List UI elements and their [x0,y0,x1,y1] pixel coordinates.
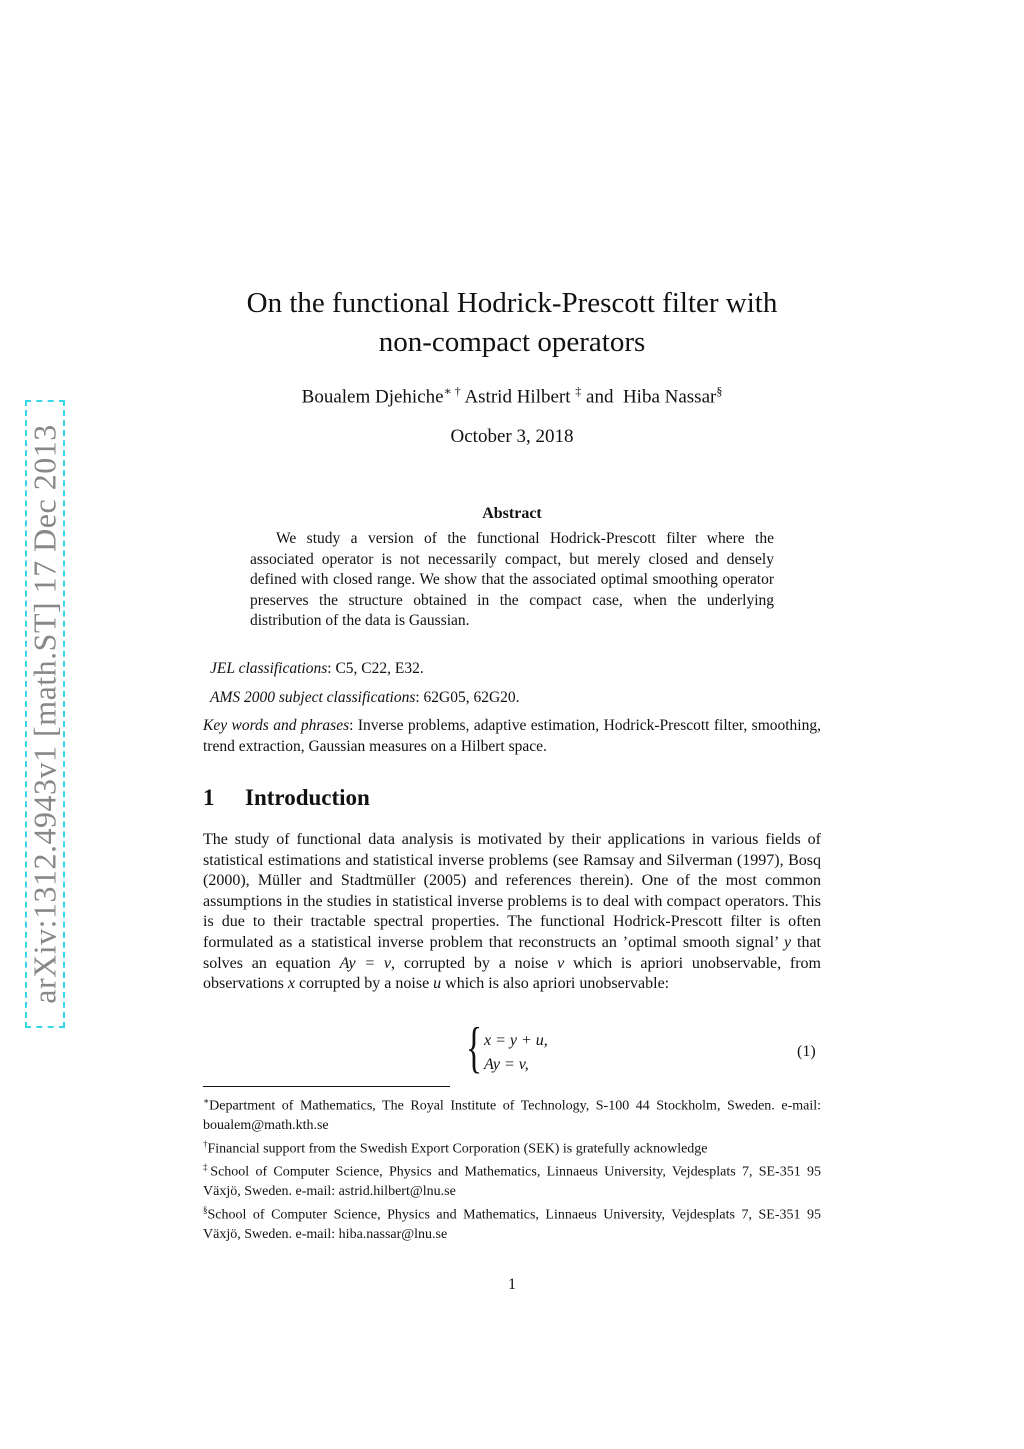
introduction-paragraph [203,830,821,995]
footnotes [203,1092,821,1244]
intro-var-u: u [433,975,442,993]
intro-text-6: which is also apriori unobservable: [441,975,670,993]
ams-value: : 62G05, 62G20. [415,689,520,706]
footnote-1-mark: ∗ [203,1096,210,1106]
intro-text-5: corrupted by a noise [294,975,434,993]
footnote-1 [203,1092,821,1135]
section-heading-introduction [203,785,370,811]
equation-1 [466,1017,666,1080]
section-title: Introduction [245,785,370,810]
intro-text-2: that solves an equation [203,933,821,972]
footnote-4-text: School of Computer Science, Physics and Mathematics, Linnaeus University, Vejdesplats 7, SE-351 95 Växjö, Sweden. e-mail: hiba.nassar@lnu.se [203,1207,821,1242]
intro-inline-equation: Ay = v [339,954,392,972]
section-number: 1 [203,785,215,810]
keywords-label: Key words and phrases [203,717,350,734]
footnote-3 [203,1158,821,1201]
author-3: Hiba Nassar [622,386,717,408]
intro-var-y: y [784,933,792,951]
intro-text-4: which is apriori unobservable, from observations [203,954,822,993]
keywords [203,716,821,757]
page-number: 1 [508,1276,516,1293]
intro-var-x: x [287,975,295,993]
arxiv-stamp-label[interactable]: arXiv:1312.4943v1 [math.ST] 17 Dec 2013 [26,424,63,1004]
footnote-3-text: School of Computer Science, Physics and Mathematics, Linnaeus University, Vejdesplats 7, SE-351 95 Växjö, Sweden. e-mail: astrid.hilbert@lnu.se [203,1164,821,1199]
equation-brace: { [466,1017,483,1079]
jel-classifications [210,659,424,680]
footnote-4-mark: § [203,1204,208,1215]
footnote-2-mark: † [203,1138,208,1149]
ams-classifications [210,688,520,709]
footnote-3-mark: ‡ [203,1162,211,1173]
footnote-1-text: Department of Mathematics, The Royal Institute of Technology, S-100 44 Stockholm, Sweden. e-mail: boualem@math.kth.se [203,1098,821,1133]
author-3-marks: § [716,384,723,398]
author-2: Astrid Hilbert [464,386,571,408]
abstract-heading: Abstract [482,505,542,522]
paper-date: October 3, 2018 [450,426,574,447]
jel-label: JEL classifications [210,660,328,677]
equation-number: (1) [797,1043,816,1060]
author-conjunction: and [586,386,614,408]
intro-var-v: v [557,954,565,972]
paper-title [200,284,824,362]
author-2-marks: ‡ [575,384,582,398]
footnote-2 [203,1135,821,1159]
jel-value: : C5, C22, E32. [327,660,424,677]
footnote-2-text: Financial support from the Swedish Export Corporation (SEK) is gratefully acknowledge [207,1141,708,1157]
arxiv-stamp[interactable] [25,400,65,1028]
title-line-2: non-compact operators [378,326,646,358]
author-list [200,384,824,408]
title-line-1: On the functional Hodrick-Prescott filter with [246,287,778,319]
footnote-4 [203,1201,821,1244]
ams-label: AMS 2000 subject classifications [210,689,416,706]
equation-line-1: x = y + u, [484,1032,548,1049]
equation-line-2: Ay = v, [484,1056,529,1073]
author-1: Boualem Djehiche [301,386,444,408]
abstract-text: We study a version of the functional Hodrick-Prescott filter where the associated operator is not necessarily compact, but merely closed and densely defined with closed range. We show that the associated optimal smoothing operator preserves the structure obtained in the compact case, when the underlying distribution of the data is Gaussian. [250,530,774,629]
author-1-marks: ∗ † [443,384,461,398]
intro-text-3: , corrupted by a noise [391,954,558,972]
footnote-rule [203,1086,450,1087]
intro-text-1: The study of functional data analysis is motivated by their applications in various fields of statistical estimations and statistical inverse problems (see Ramsay and Silverman (1997), Bosq (2000), Müller and Stadtmüller (2005) and references therein). One of the most common assumptions in the studies in statistical inverse problems is to deal with compact operators. This is due to their tractable spectral properties. The functional Hodrick-Prescott filter is often formulated as a statistical inverse problem that reconstructs an ’optimal smooth signal’ [203,831,821,951]
keywords-value: : Inverse problems, adaptive estimation, Hodrick-Prescott filter, smoothing, trend extraction, Gaussian measures on a Hilbert space. [203,717,821,755]
